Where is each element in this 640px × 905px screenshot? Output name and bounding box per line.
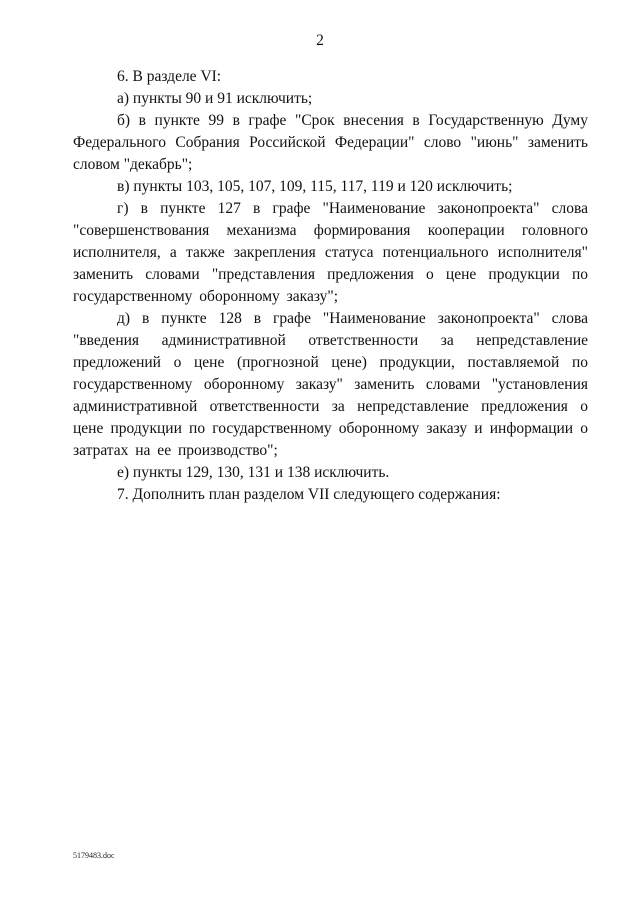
page-number: 2 — [316, 32, 324, 49]
paragraph-item-d: д) в пункте 128 в графе "Наименование законопроекта" слова "введения административной ответственности за непредставление предложений о цене (прогнозной цене) продукции, поставляемой по государственному оборонному заказу" заменить словами "установления административной ответственности за непредставление предложения о цене продукции по государственному оборонному заказу и информации о затратах на ее производство"; — [73, 310, 588, 459]
paragraph-item-v: в) пункты 103, 105, 107, 109, 115, 117, 119 и 120 исключить; — [117, 178, 513, 195]
paragraph-item-b: б) в пункте 99 в графе "Срок внесения в Государственную Думу Федерального Собрания Российской Федерации" слово "июнь" заменить словом "декабрь"; — [73, 112, 588, 173]
paragraph-section-6-heading: 6. В разделе VI: — [117, 68, 222, 85]
paragraph-section-7-heading: 7. Дополнить план разделом VII следующего содержания: — [117, 486, 501, 503]
paragraph-item-a: а) пункты 90 и 91 исключить; — [117, 90, 313, 107]
paragraph-item-e: е) пункты 129, 130, 131 и 138 исключить. — [117, 464, 390, 481]
paragraph-item-g: г) в пункте 127 в графе "Наименование законопроекта" слова "совершенствования механизма формирования кооперации головного исполнителя, а также закрепления статуса потенциального исполнителя" заменить словами "представления предложения о цене продукции по государственному оборонному заказу"; — [73, 200, 588, 305]
footer-filename: 5179483.doc — [73, 851, 115, 860]
document-body — [73, 66, 588, 506]
